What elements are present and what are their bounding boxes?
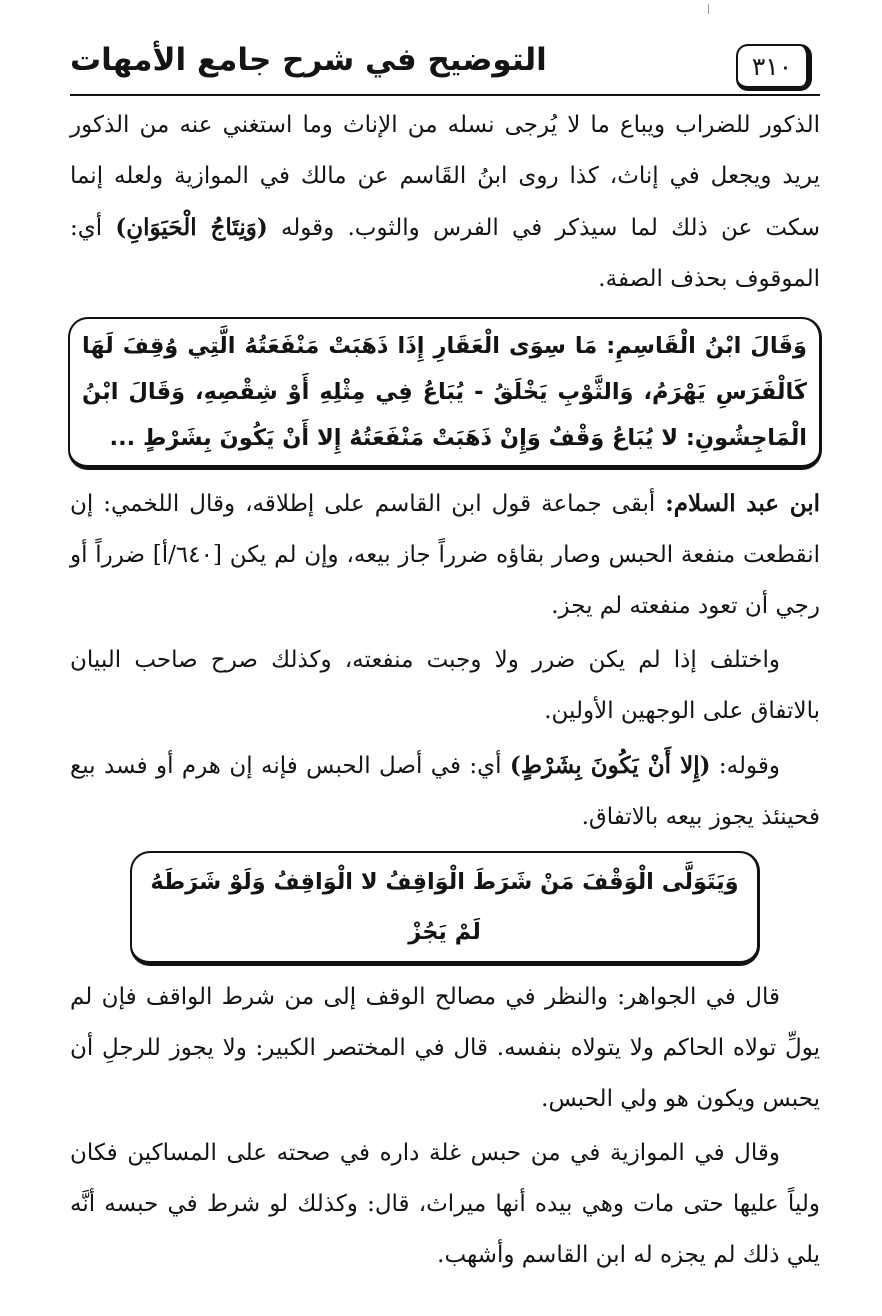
matn-quote-1: وَقَالَ ابْنُ الْقَاسِمِ: مَا سِوَى الْعَقَارِ إِذَا ذَهَبَتْ مَنْفَعَتُهُ الَّتِي وُقِفَ لَهَا كَالْفَرَسِ يَهْرَمُ، وَالثَّوْبِ يَخْلَقُ - يُبَاعُ فِي مِثْلِهِ أَوْ شِقْصِهِ، وَقَالَ ابْنُ الْمَاجِشُونِ: لا يُبَاعُ وَقْفٌ وَإِنْ ذَهَبَتْ مَنْفَعَتُهُ إِلا أَنْ يَكُونَ بِشَرْطٍ ... [82,333,807,451]
paragraph-4 [70,740,820,843]
paragraph-1-tail: أي: الموقوف بحذف الصفة. [70,215,820,292]
matn-quote-box-1 [68,317,822,470]
paragraph-1-text: الذكور للضراب ويباع ما لا يُرجى نسله من الإناث وما استغني عنه من الذكور يريد ويجعل في إناث، كذا روى ابنُ القَاسم عن مالك في الموازية ولعله إنما سكت عن ذلك لما سيذكر في الفرس والثوب. وقوله [70,112,820,241]
page-body [70,100,820,1281]
paragraph-4-head: وقوله: [710,753,780,779]
matn-quote-box-2 [130,851,760,966]
paragraph-1 [70,100,820,305]
paragraph-2-text: أبقى جماعة قول ابن القاسم على إطلاقه، وقال اللخمي: إن انقطعت منفعة الحبس وصار بقاؤه ضرراً جاز بيعه، وإن لم يكن [٦٤٠/أ] ضرراً أو رجي أن تعود منفعته لم يجز. [70,491,820,619]
paragraph-4-quoted-term: (إِلا أَنْ يَكُونَ بِشَرْطٍ) [509,752,711,779]
paragraph-4-text: أي: في أصل الحبس فإنه إن هرم أو فسد بيع فحينئذ يجوز بيعه بالاتفاق. [70,753,820,830]
paragraph-2-author: ابن عبد السلام: [665,490,820,517]
page-number: ٣١٠ [736,44,812,91]
paragraph-1-quoted-term: (وَنِتَاجُ الْحَيَوَانِ) [115,214,268,241]
paragraph-2 [70,478,820,632]
paragraph-6: وقال في الموازية في من حبس غلة داره في صحته على المساكين فكان ولياً عليها حتى مات وهي بيده أنها ميراث، قال: وكذلك لو شرط في حبسه أنَّه يلي ذلك لم يجزه له ابن القاسم وأشهب. [70,1140,820,1268]
paragraph-5: قال في الجواهر: والنظر في مصالح الوقف إلى من شرط الواقف فإن لم يولِّ تولاه الحاكم ولا يتولاه بنفسه. قال في المختصر الكبير: ولا يجوز للرجلِ أن يحبس ويكون هو ولي الحبس. [70,984,820,1112]
book-page [70,0,820,1316]
paragraph-3: واختلف إذا لم يكن ضرر ولا وجبت منفعته، وكذلك صرح صاحب البيان بالاتفاق على الوجهين الأولين. [70,647,820,724]
running-title: التوضيح في شرح جامع الأمهات [70,42,547,78]
page-header [70,36,820,96]
matn-quote-2: وَيَتَوَلَّى الْوَقْفَ مَنْ شَرَطَ الْوَاقِفُ لا الْوَاقِفُ وَلَوْ شَرَطَهُ لَمْ يَجُزْ [150,869,739,945]
